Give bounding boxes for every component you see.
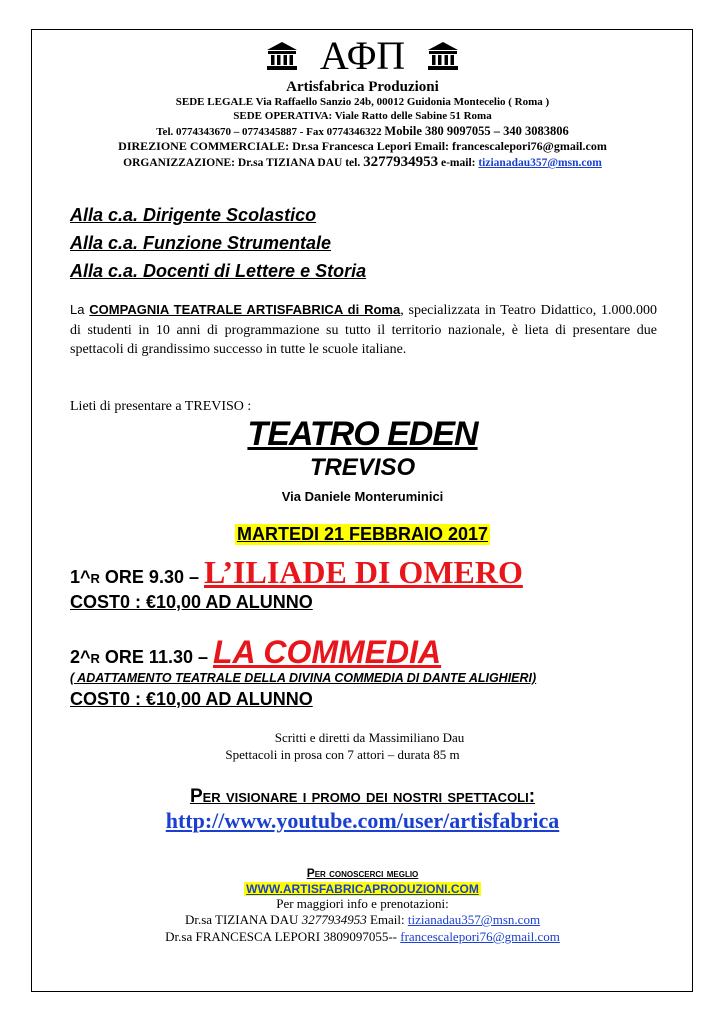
show-2-cost: COST0 : €10,00 AD ALUNNO [70,689,313,709]
venue-name: TEATRO EDEN [247,415,478,453]
show-2-title: LA COMMEDIA [213,634,442,670]
intro-paragraph: La COMPAGNIA TEATRALE ARTISFABRICA di Roma, specializzata in Teatro Didattico, 1.000.000 di studenti in 10 anni di programmazione su tutto il territorio nazionale, è lieta di presentare due spettacoli di grandissimo successo in tutte le scuole italiane. [70,302,658,357]
contact-1: Dr.sa TIZIANA DAU 3277934953 Email: tizianadau357@msn.com [184,912,541,927]
contact-1-email-link[interactable]: tizianadau357@msn.com [407,912,541,927]
addressee-1: Alla c.a. Dirigente Scolastico [70,205,317,225]
direzione-commerciale: DIREZIONE COMMERCIALE: Dr.sa Francesca Lepori Email: francescalepori76@gmail.com [118,139,607,153]
addressee-2: Alla c.a. Funzione Strumentale [70,233,332,253]
temple-icon [266,41,298,71]
know-title: Per conoscerci meglio [306,866,419,880]
org-phone: 3277934953 [363,154,439,170]
show-2: 2^R ORE 11.30 – LA COMMEDIA [70,634,442,670]
presenting-line: Lieti di presentare a TREVISO : [70,399,252,414]
phone-line [0,124,725,139]
show-1: 1^R ORE 9.30 – L’ILIADE DI OMERO [70,554,523,590]
contact-2: Dr.sa FRANCESCA LEPORI 3809097055-- francescalepori76@gmail.com [165,929,560,944]
sede-operativa: SEDE OPERATIVA: Viale Ratto delle Sabine 51 Roma [233,110,492,122]
youtube-link[interactable]: http://www.youtube.com/user/artisfabrica [165,808,560,833]
credits-line-2: Spettacoli in prosa con 7 attori – durata 85 m [225,747,460,762]
mobile: Mobile 380 9097055 – 340 3083806 [384,124,569,138]
addressee-3: Alla c.a. Docenti di Lettere e Storia [70,261,367,281]
show-2-subtitle: ( ADATTAMENTO TEATRALE DELLA DIVINA COMMEDIA DI DANTE ALIGHIERI) [70,671,537,685]
contact-2-email-link[interactable]: francescalepori76@gmail.com [400,929,560,944]
temple-icon [427,41,459,71]
show-1-cost: COST0 : €10,00 AD ALUNNO [70,592,313,612]
info-line: Per maggiori info e prenotazioni: [276,896,449,911]
sede-legale: SEDE LEGALE Via Raffaello Sanzio 24b, 00012 Guidonia Montecelio ( Roma ) [175,96,550,108]
venue-address: Via Daniele Monteruminici [281,489,444,504]
logo-text: ΑΦΠ [319,33,406,78]
promo-url [0,808,725,834]
page-border [31,29,693,992]
website-link[interactable]: WWW.ARTISFABRICAPRODUZIONI.COM [246,882,479,896]
logo [0,33,725,78]
show-1-title: L’ILIADE DI OMERO [203,554,523,590]
tel-fax: Tel. 0774343670 – 0774345887 - Fax 0774346322 [156,126,382,138]
venue-city: TREVISO [309,454,416,481]
org-email-link[interactable]: tizianadau357@msn.com [478,157,602,169]
organizzazione: ORGANIZZAZIONE: Dr.sa TIZIANA DAU tel. 3277934953 e-mail: tizianadau357@msn.com [123,154,602,170]
credits-line-1: Scritti e diretti da Massimiliano Dau [274,730,465,745]
promo-title: Per visionare i promo dei nostri spettacoli: [189,786,536,807]
event-date: MARTEDI 21 FEBBRAIO 2017 [236,524,489,544]
company-name-inline: COMPAGNIA TEATRALE ARTISFABRICA di Roma [89,302,401,317]
company-name: Artisfabrica Produzioni [286,79,439,95]
